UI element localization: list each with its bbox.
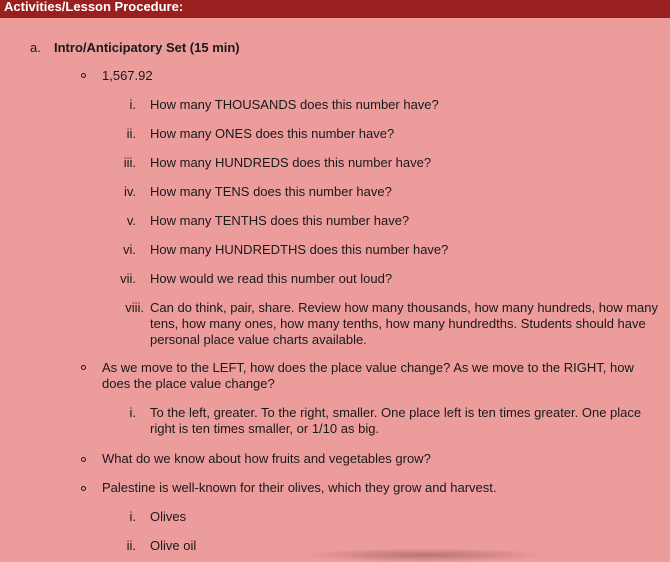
item-number: vi. xyxy=(123,242,136,257)
page-shadow xyxy=(300,548,550,562)
bullet-icon xyxy=(81,365,86,370)
section-title: Intro/Anticipatory Set (15 min) xyxy=(54,40,240,55)
item-number: ii. xyxy=(126,538,136,553)
list-item: Olive oil xyxy=(150,538,197,553)
section-header-title: Activities/Lesson Procedure: xyxy=(4,0,184,14)
item-number: v. xyxy=(126,213,136,228)
bullet-text: As we move to the LEFT, how does the place value change? As we move to the RIGHT, how does the place value change? xyxy=(102,360,634,391)
list-item: How many HUNDREDS does this number have? xyxy=(150,155,432,170)
bullet-text: 1,567.92 xyxy=(102,68,153,83)
item-number: ii. xyxy=(126,126,136,141)
bullet-icon xyxy=(81,486,86,491)
list-item: Olives xyxy=(150,509,187,524)
item-number: vii. xyxy=(120,271,136,286)
bullet-text: What do we know about how fruits and vegetables grow? xyxy=(102,451,431,466)
item-number: iv. xyxy=(123,184,136,199)
bullet-text: Palestine is well-known for their olives, which they grow and harvest. xyxy=(102,480,497,495)
list-item: How would we read this number out loud? xyxy=(150,271,393,286)
list-item: How many ONES does this number have? xyxy=(150,126,395,141)
list-item: How many TENTHS does this number have? xyxy=(150,213,410,228)
bullet-icon xyxy=(81,73,86,78)
list-item: Can do think, pair, share. Review how many thousands, how many hundreds, how many tens, how many ones, how many tenths, how many hundredths. Students should have personal place value charts available. xyxy=(150,300,658,347)
section-marker: a. xyxy=(30,40,41,55)
item-number: viii. xyxy=(125,300,144,315)
list-item: How many HUNDREDTHS does this number have? xyxy=(150,242,449,257)
item-number: iii. xyxy=(123,155,136,170)
list-item: To the left, greater. To the right, smaller. One place left is ten times greater. One place right is ten times smaller, or 1/10 as big. xyxy=(150,405,642,436)
section-header xyxy=(0,0,670,18)
item-number: i. xyxy=(129,405,136,420)
item-number: i. xyxy=(129,97,136,112)
list-item: How many THOUSANDS does this number have? xyxy=(150,97,439,112)
item-number: i. xyxy=(129,509,136,524)
bullet-icon xyxy=(81,457,86,462)
list-item: How many TENS does this number have? xyxy=(150,184,392,199)
